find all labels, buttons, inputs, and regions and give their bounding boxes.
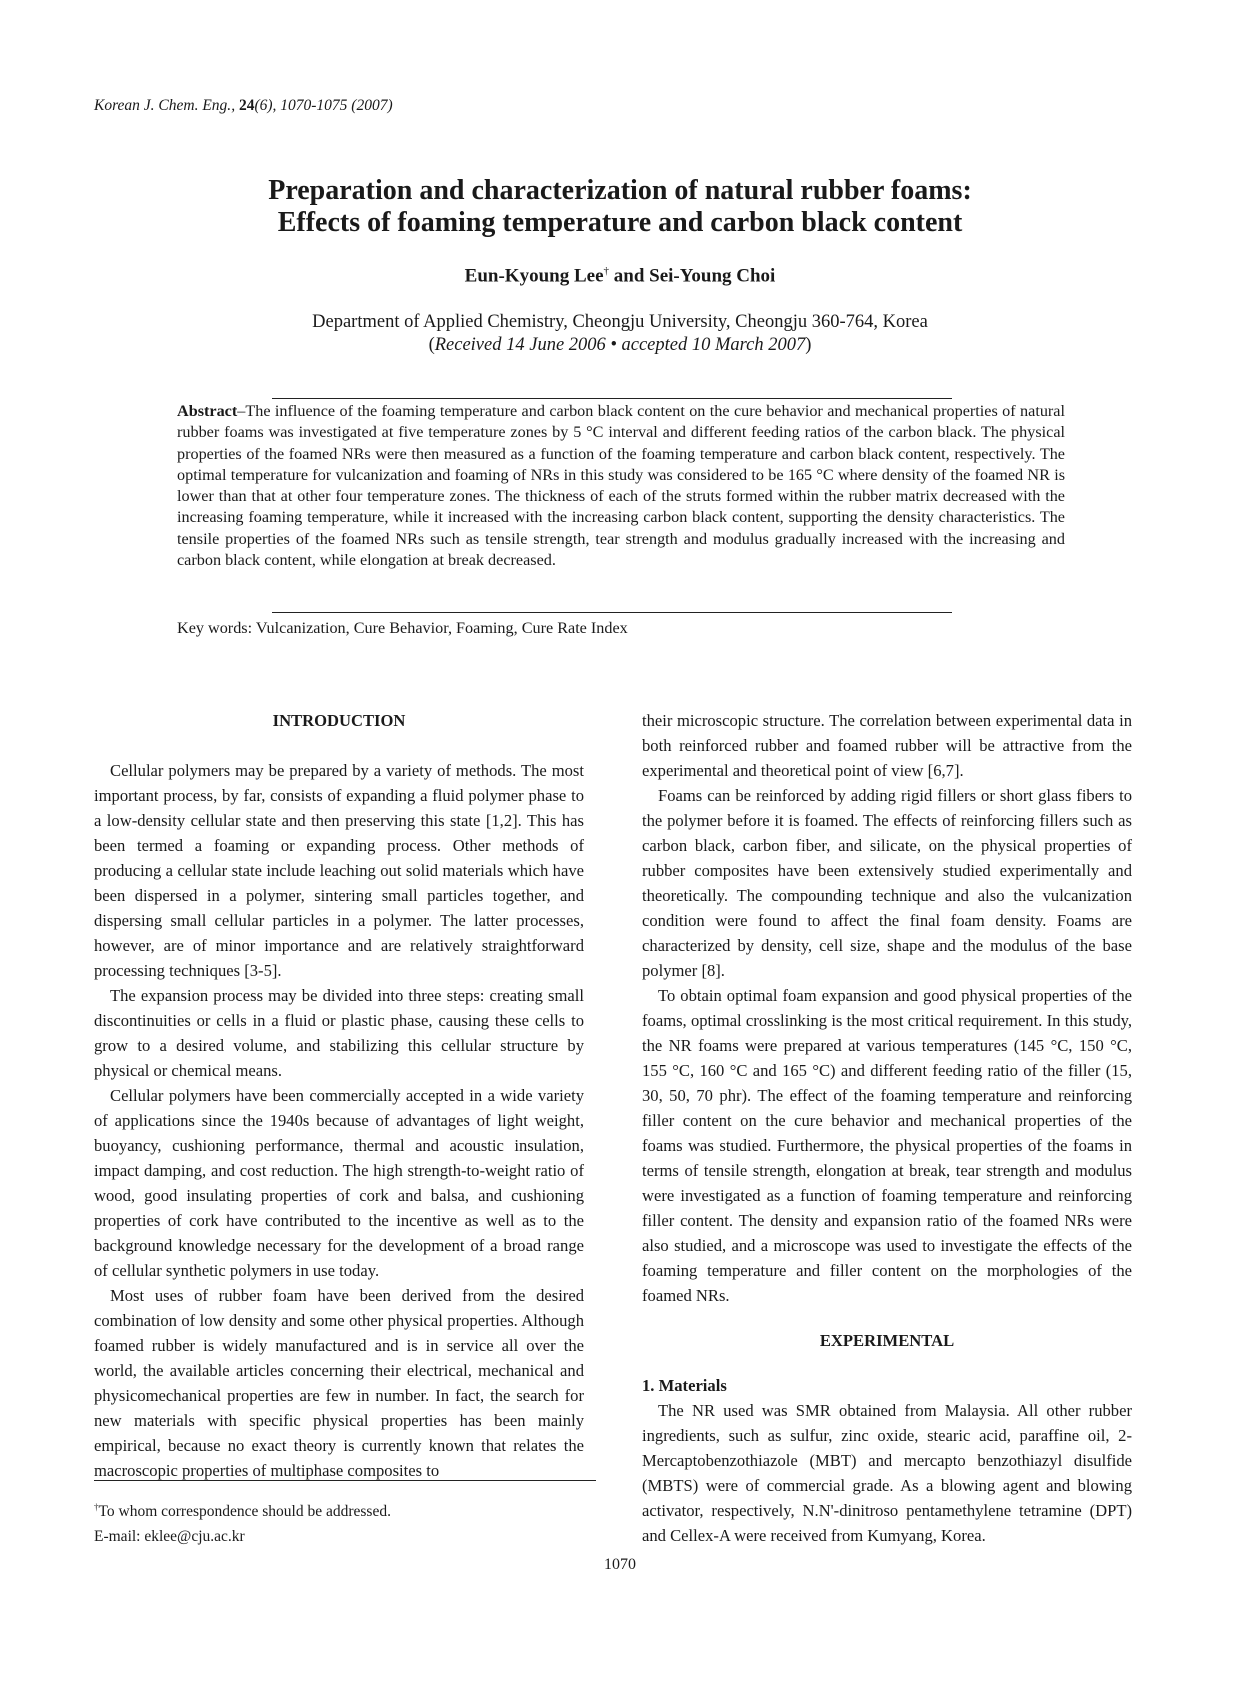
intro-paragraph-1: Cellular polymers may be prepared by a variety of methods. The most important process, by far, consists of expanding a fluid polymer phase to a low-density cellular state and then preserving this state [1,2]. This has been termed a foaming or expanding process. Other methods of producing a cellular state include leaching out solid materials which have been dispersed in a polymer, sintering small particles together, and dispersing small cellular particles in a polymer. The latter processes, however, are of minor importance and are relatively straightforward processing techniques [3-5].	[94, 761, 584, 980]
journal-volume: 24	[238, 97, 255, 114]
footnote-dagger: †	[94, 1502, 99, 1512]
correspondence-note	[94, 1495, 391, 1524]
received-dates: (Received 14 June 2006 • accepted 10 March 2007)	[428, 335, 812, 355]
dagger-mark: †	[603, 265, 610, 277]
intro-paragraph-6: To obtain optimal foam expansion and good physical properties of the foams, optimal crosslinking is the most critical requirement. In this study, the NR foams were prepared at various temperatures (145 °C, 150 °C, 155 °C, 160 °C and 165 °C) and different feeding ratio of the filler (15, 30, 50, 70 phr). The effect of the foaming temperature and reinforcing filler content on the cure behavior and mechanical properties of the foams was studied. Furthermore, the physical properties of the foams in terms of tensile strength, elongation at break, tear strength and modulus were investigated as a function of foaming temperature and reinforcing filler content. The density and expansion ratio of the foamed NRs were also studied, and a microscope was used to investigate the effects of the foaming temperature and filler content on the morphologies of the foamed NRs.	[642, 986, 1132, 1305]
introduction-heading: INTRODUCTION	[272, 711, 406, 730]
experimental-heading: EXPERIMENTAL	[819, 1331, 955, 1350]
journal-issue-pages: (6), 1070-1075 (2007)	[254, 97, 393, 114]
author-1: Eun-Kyoung Lee	[464, 265, 604, 287]
materials-paragraph: The NR used was SMR obtained from Malaysia. All other rubber ingredients, such as sulfur, zinc oxide, stearic acid, paraffine oil, 2-Mercaptobenzothiazole (MBT) and mercapto benzothiazyl disulfide (MBTS) were of commercial grade. As a blowing agent and blowing activator, respectively, N.N'-dinitroso pentamethylene tetramine (DPT) and Cellex-A were received from Kumyang, Korea.	[642, 1401, 1132, 1545]
intro-paragraph-5: Foams can be reinforced by adding rigid fillers or short glass fibers to the polymer before it is foamed. The effects of reinforcing fillers such as carbon black, carbon fiber, and silicate, on the physical properties of rubber composites have been extensively studied experimentally and theoretically. The compounding technique and also the vulcanization condition were found to affect the final foam density. Foams are characterized by density, cell size, shape and the modulus of the base polymer [8].	[642, 786, 1132, 980]
abstract-text: –The influence of the foaming temperature and carbon black content on the cure behavior and mechanical properties of natural rubber foams was investigated at five temperature zones by 5 °C interval and different feeding ratios of the carbon black. The physical properties of the foamed NRs were then measured as a function of the foaming temperature and carbon black content, respectively. The optimal temperature for vulcanization and foaming of NRs in this study was considered to be 165 °C where density of the foamed NR is lower than that at other four temperature zones. The thickness of each of the struts formed within the rubber matrix decreased with the increasing foaming temperature, while it increased with the increasing carbon black content, supporting the density characteristics. The tensile properties of the foamed NRs such as tensile strength, tear strength and modulus gradually increased with the increasing and carbon black content, while elongation at break decreased.	[177, 402, 1065, 570]
correspondence-text: To whom correspondence should be addressed.	[98, 1503, 391, 1521]
author-2: and Sei-Young Choi	[609, 265, 776, 287]
authors	[0, 265, 1240, 287]
title-line-1: Preparation and characterization of natural rubber foams:	[268, 175, 972, 206]
page-number: 1070	[604, 1556, 636, 1573]
title-line-2: Effects of foaming temperature and carbon black content	[277, 207, 963, 238]
email: E-mail: eklee@cju.ac.kr	[94, 1528, 245, 1546]
abstract-top-rule	[272, 398, 952, 399]
affiliation-block	[0, 311, 1240, 357]
materials-subheading: 1. Materials	[642, 1376, 727, 1395]
keywords: Key words: Vulcanization, Cure Behavior, Foaming, Cure Rate Index	[177, 619, 628, 637]
journal-reference: Korean J. Chem. Eng., 24(6), 1070-1075 (2007)	[94, 97, 393, 114]
intro-paragraph-3: Cellular polymers have been commercially accepted in a wide variety of applications since the 1940s because of advantages of light weight, buoyancy, cushioning performance, thermal and acoustic insulation, impact damping, and cost reduction. The high strength-to-weight ratio of wood, good insulating properties of cork and balsa, and cushioning properties of cork have contributed to the incentive as well as to the background knowledge necessary for the development of a broad range of cellular synthetic polymers in use today.	[94, 1086, 584, 1280]
footnote	[94, 1495, 391, 1549]
received-text: Received 14 June 2006 • accepted 10 March 2007	[434, 335, 806, 355]
footnote-rule	[94, 1480, 596, 1481]
left-column	[94, 708, 584, 1483]
right-column	[642, 708, 1132, 1548]
abstract-bottom-rule	[272, 612, 952, 613]
affiliation: Department of Applied Chemistry, Cheongju University, Cheongju 360-764, Korea	[312, 312, 928, 332]
paper-title	[0, 175, 1240, 239]
intro-paragraph-4: Most uses of rubber foam have been derived from the desired combination of low density and some other physical properties. Although foamed rubber is widely manufactured and is in service all over the world, the available articles concerning their electrical, mechanical and physicomechanical properties are few in number. In fact, the search for new materials with specific physical properties has been mainly empirical, because no exact theory is currently known that relates the macroscopic properties of multiphase composites to	[94, 1286, 584, 1480]
abstract	[177, 401, 1065, 571]
intro-paragraph-4-continued: their microscopic structure. The correlation between experimental data in both reinforced rubber and foamed rubber will be attractive from the experimental and theoretical point of view [6,7].	[642, 711, 1132, 780]
intro-paragraph-2: The expansion process may be divided into three steps: creating small discontinuities or cells in a fluid or plastic phase, causing these cells to grow to a desired volume, and stabilizing this cellular structure by physical or chemical means.	[94, 986, 584, 1080]
journal-name: Korean J. Chem. Eng.	[94, 97, 232, 114]
abstract-label: Abstract	[177, 402, 238, 420]
